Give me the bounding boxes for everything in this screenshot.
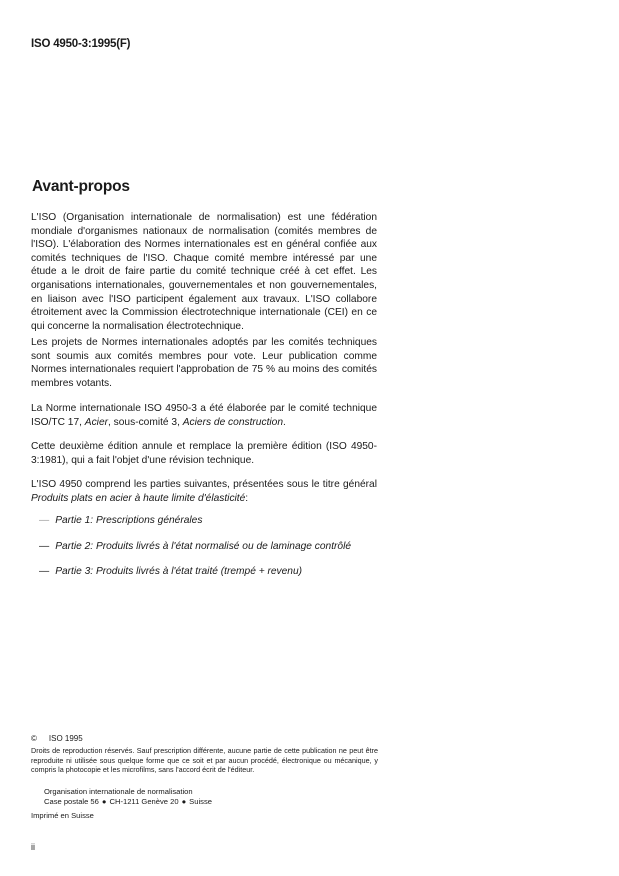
list-item-text: Partie 3: Produits livrés à l'état traité (trempé + revenu) (55, 566, 303, 577)
general-title: Produits plats en acier à haute limite d'élasticité (31, 492, 246, 504)
paragraph-iso-intro: L'ISO (Organisation internationale de normalisation) est une fédération mondiale d'organismes nationaux de normalisation (comités membres de l'ISO). L'élaboration des Normes internationales est en général confiée aux comités techniques de l'ISO. Chaque comité membre intéressé par une étude a le droit de faire partie du comité technique créé à cet effet. Les organisations internationales, gouvernementales et non gouvernementales, en liaison avec l'ISO participent également aux travaux. L'ISO collabore étroitement avec la Commission électrotechnique internationale (CEI) en ce qui concerne la normalisation électrotechnique. (31, 212, 377, 332)
parts-intro-post: : (245, 492, 249, 504)
organization-postal (44, 797, 212, 807)
committee-text-post: . (283, 416, 286, 428)
document-id: ISO 4950-3:1995(F) (31, 38, 131, 50)
bullet-icon: ● (181, 796, 187, 806)
paragraph-committee (31, 402, 377, 429)
paragraph-voting: Les projets de Normes internationales adoptés par les comités techniques sont soumis aux comités membres pour vote. Leur publication comme Normes internationales requiert l'approbation de 75 % au moins des comités membres votants. (31, 337, 377, 389)
section-title: Avant-propos (32, 178, 130, 195)
list-item-text: Partie 2: Produits livrés à l'état normalisé ou de laminage contrôlé (55, 541, 352, 552)
copyright-text: ISO 1995 (48, 734, 83, 743)
list-item-part-1 (39, 515, 202, 526)
list-item-text: Partie 1: Prescriptions générales (55, 515, 203, 526)
committee-text-mid: , sous-comité 3, (108, 416, 183, 428)
postal-box: Case postale 56 (44, 796, 99, 806)
organization-address (44, 787, 212, 806)
page-number: ii (31, 842, 35, 852)
list-dash: — (39, 566, 50, 577)
committee-name: Acier (84, 416, 109, 428)
paragraph-edition: Cette deuxième édition annule et remplace la première édition (ISO 4950-3:1981), qui a fait l'objet d'une révision technique. (31, 441, 377, 466)
printed-in: Imprimé en Suisse (31, 811, 94, 820)
list-item-part-3 (39, 566, 302, 577)
list-dash: — (39, 541, 50, 552)
parts-intro-pre: L'ISO 4950 comprend les parties suivantes, présentées sous le titre général (31, 479, 377, 490)
postal-city: CH-1211 Genève 20 (109, 796, 179, 806)
organization-name: Organisation internationale de normalisation (44, 787, 193, 796)
list-dash: — (39, 515, 50, 526)
committee-text-pre: La Norme internationale ISO 4950-3 a été élaborée par le comité technique ISO/TC 17, (31, 403, 377, 428)
subcommittee-name: Aciers de construction (182, 416, 283, 428)
copyright-line (31, 734, 83, 743)
list-item-part-2 (39, 541, 351, 552)
postal-country: Suisse (189, 796, 212, 806)
paragraph-parts (31, 478, 377, 505)
rights-notice: Droits de reproduction réservés. Sauf prescription différente, aucune partie de cette publication ne peut être reproduite ni utilisée sous quelque forme que ce soit et par aucun procédé, électronique ou mécanique, y compris la photocopie et les microfilms, sans l'accord écrit de l'éditeur. (31, 746, 378, 774)
bullet-icon: ● (101, 796, 107, 806)
copyright-icon: © (31, 734, 37, 743)
